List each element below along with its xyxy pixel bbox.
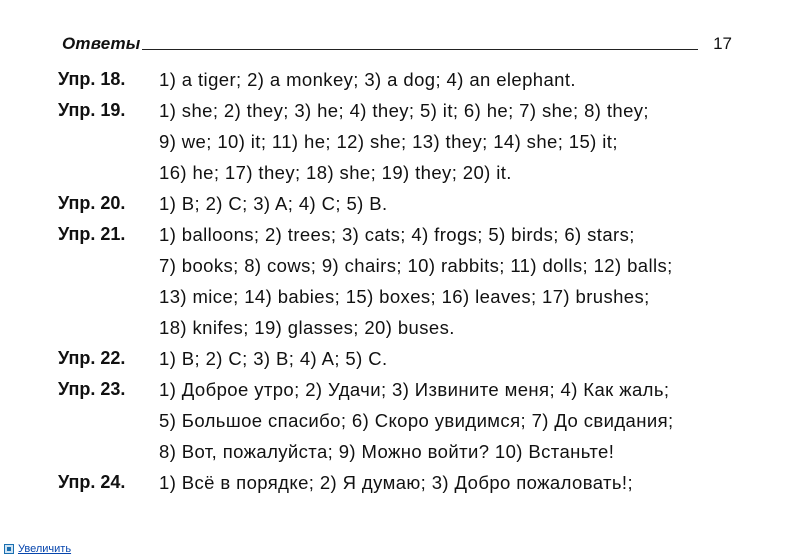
exercise-answers [159,64,748,95]
exercise-label: Упр. 20. [58,193,126,213]
answer-line: 1) Доброе утро; 2) Удачи; 3) Извините меня; 4) Как жаль; [159,379,670,400]
page-number: 17 [713,34,732,53]
footer [4,542,71,556]
exercise-answers [159,188,748,219]
answer-line: 13) mice; 14) babies; 15) boxes; 16) leaves; 17) brushes; [159,286,650,307]
exercise-block [58,219,748,343]
header-divider [142,49,698,50]
section-title: Ответы [62,34,141,53]
answer-line: 1) balloons; 2) trees; 3) cats; 4) frogs; 5) birds; 6) stars; [159,224,635,245]
answer-line: 1) B; 2) C; 3) B; 4) A; 5) C. [159,348,388,369]
answer-line: 16) he; 17) they; 18) she; 19) they; 20) it. [159,162,512,183]
exercise-block [58,343,748,374]
exercise-answers [159,467,748,498]
enlarge-link[interactable]: Увеличить [18,543,72,555]
exercise-label: Упр. 21. [58,224,126,244]
page-header [62,32,732,58]
exercise-block [58,95,748,188]
answer-line: 1) Всё в порядке; 2) Я думаю; 3) Добро пожаловать!; [159,472,634,493]
answer-line: 9) we; 10) it; 11) he; 12) she; 13) they; 14) she; 15) it; [159,131,618,152]
answer-line: 18) knifes; 19) glasses; 20) buses. [159,317,455,338]
answers-list [58,64,748,498]
answer-line: 1) she; 2) they; 3) he; 4) they; 5) it; 6) he; 7) she; 8) they; [159,100,649,121]
exercise-label: Упр. 23. [58,379,126,399]
exercise-answers [159,343,748,374]
exercise-label: Упр. 19. [58,100,126,120]
exercise-label: Упр. 24. [58,472,126,492]
answer-line: 1) a tiger; 2) a monkey; 3) a dog; 4) an elephant. [159,69,576,90]
exercise-block [58,374,748,467]
exercise-answers [159,374,748,467]
exercise-block [58,467,748,498]
exercise-block [58,64,748,95]
answer-line: 5) Большое спасибо; 6) Скоро увидимся; 7) До свидания; [159,410,674,431]
answer-line: 8) Вот, пожалуйста; 9) Можно войти? 10) Встаньте! [159,441,615,462]
zoom-icon[interactable] [4,544,14,554]
exercise-answers [159,95,748,188]
answer-line: 1) B; 2) C; 3) A; 4) C; 5) B. [159,193,388,214]
exercise-block [58,188,748,219]
exercise-answers [159,219,748,343]
answer-line: 7) books; 8) cows; 9) chairs; 10) rabbits; 11) dolls; 12) balls; [159,255,673,276]
exercise-label: Упр. 22. [58,348,126,368]
exercise-label: Упр. 18. [58,69,126,89]
